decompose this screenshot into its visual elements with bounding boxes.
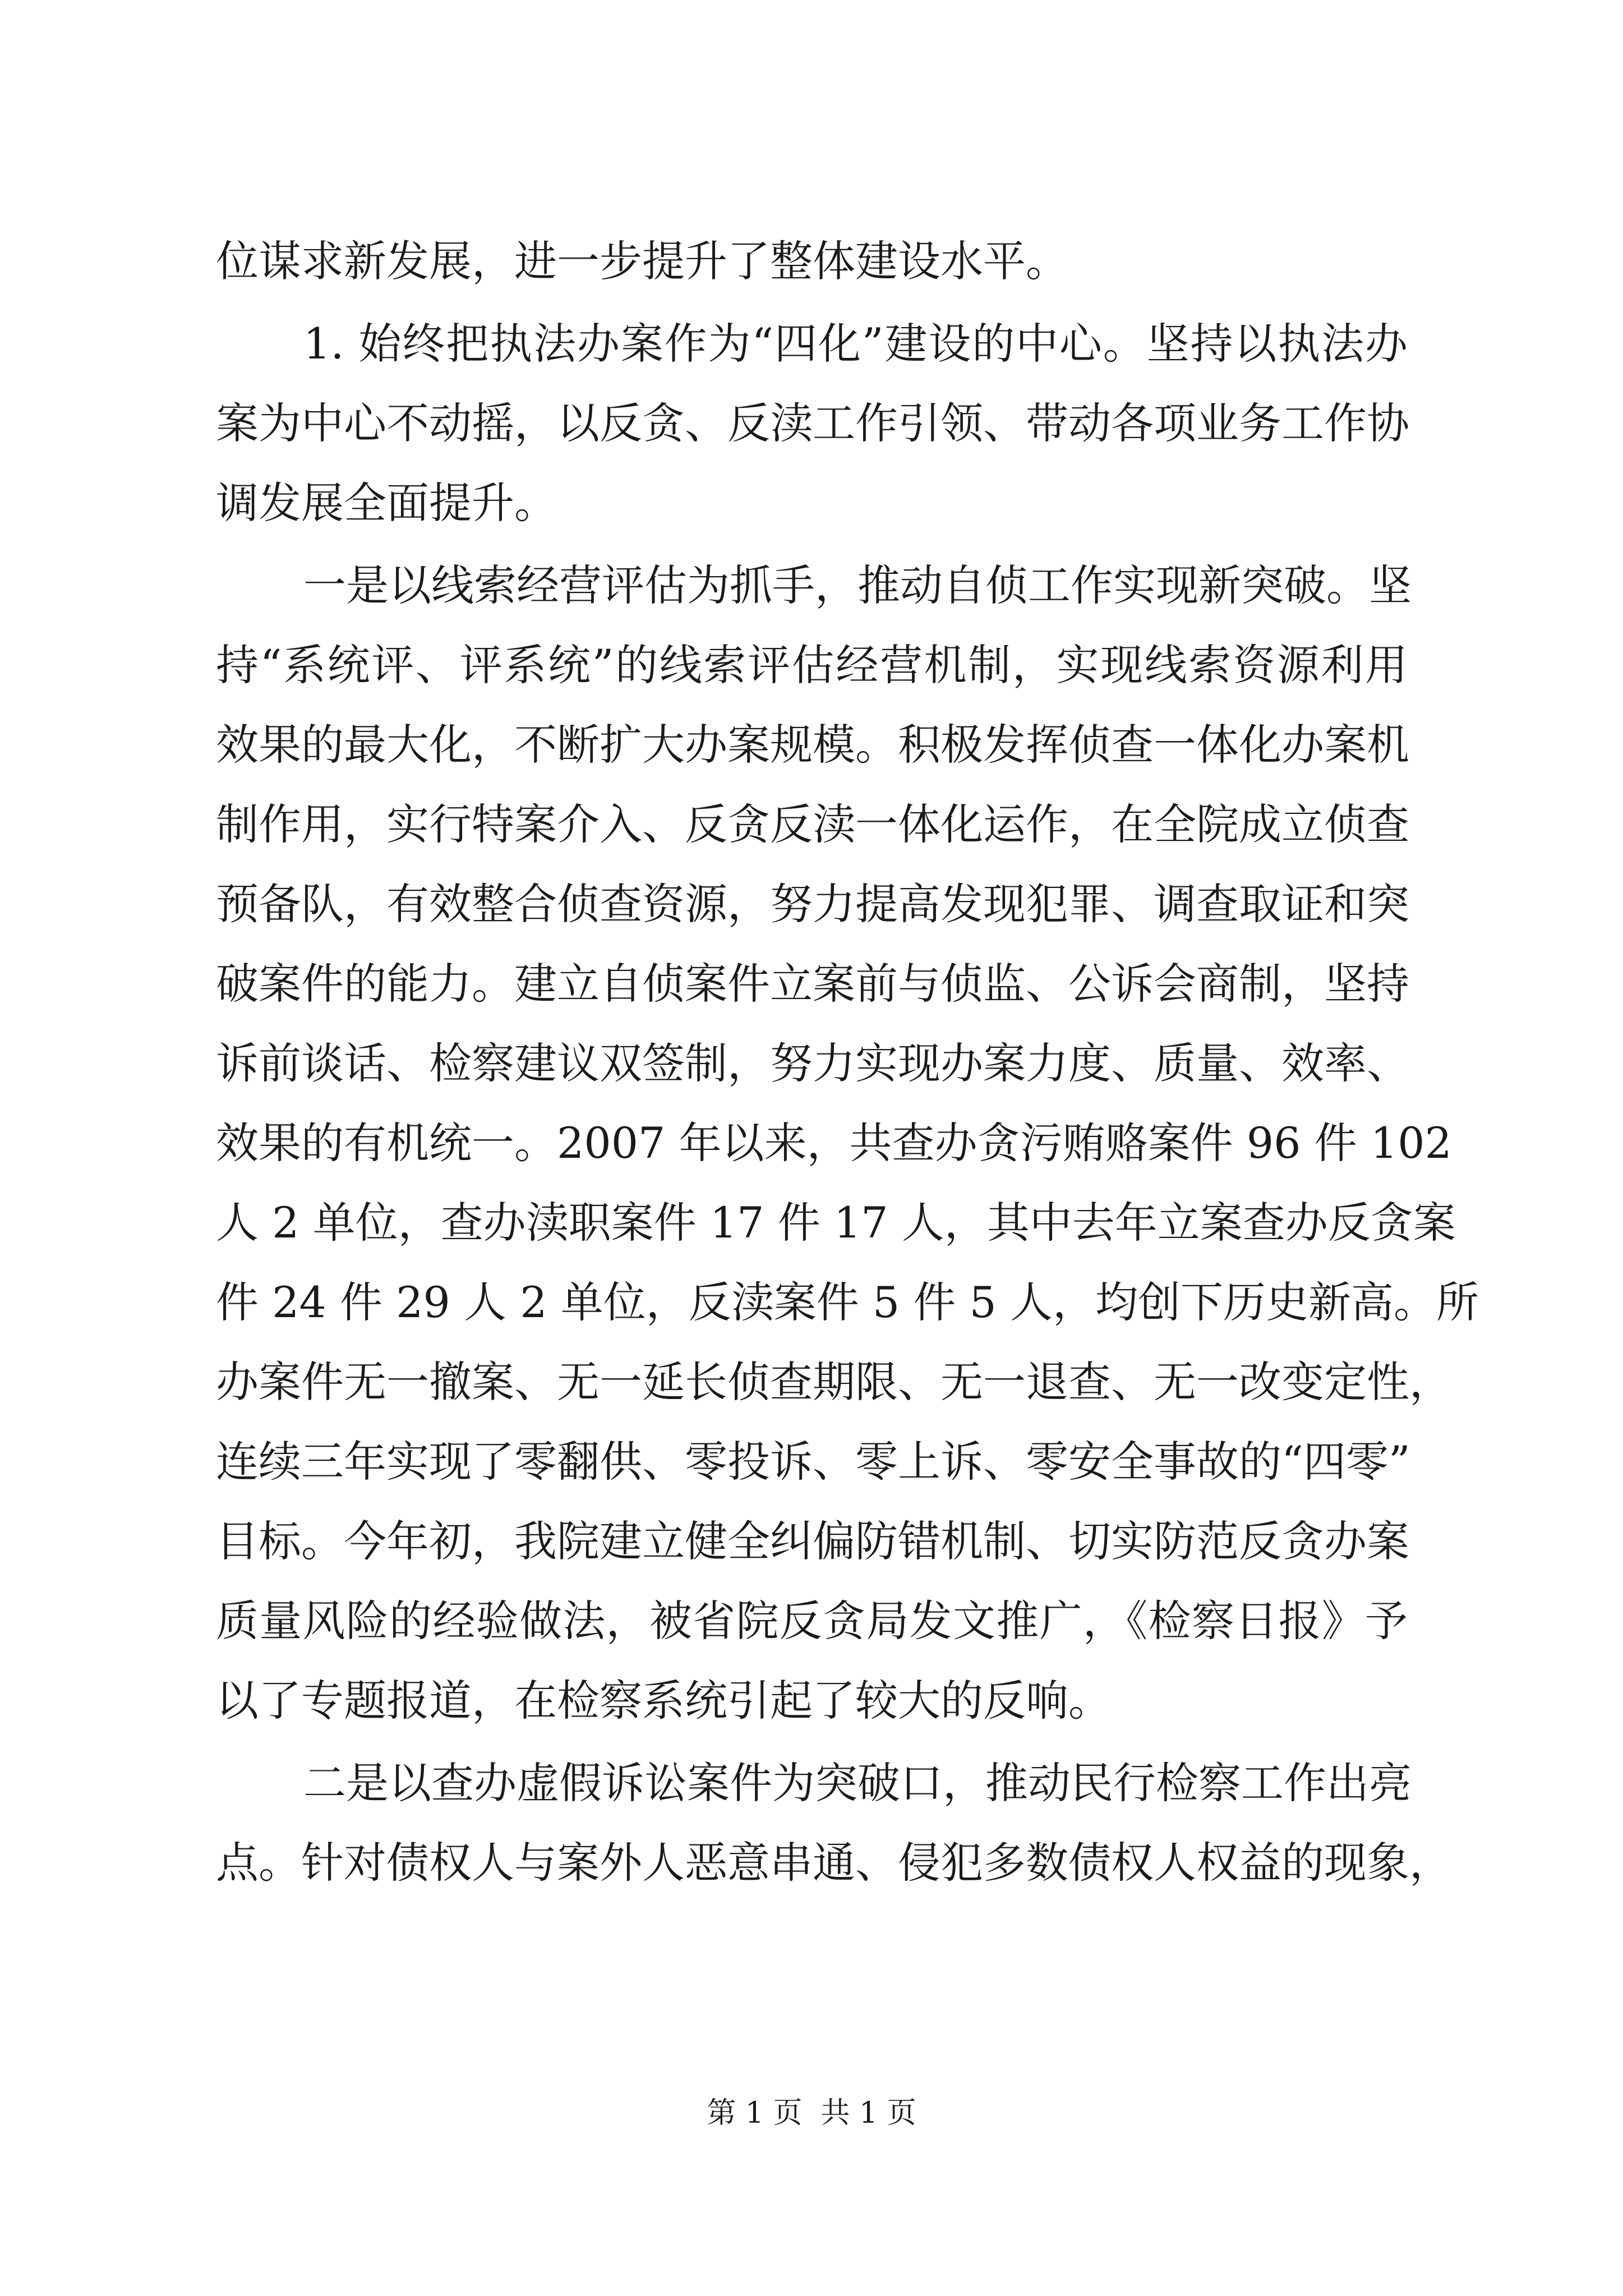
text-line: 件 24 件 29 人 2 单位，反渎案件 5 件 5 人，均创下历史新高。所: [216, 1277, 1479, 1327]
body-text: [216, 222, 1479, 1903]
text-line: 效果的最大化，不断扩大办案规模。积极发挥侦查一体化办案机: [216, 720, 1409, 770]
paragraph: [216, 1743, 1452, 1903]
text-line: 质量风险的经验做法，被省院反贪局发文推广，《检察日报》予: [216, 1596, 1408, 1646]
text-line: 以了专题报道，在检察系统引起了较大的反响。: [216, 1676, 1111, 1726]
text-line: 持“系统评、评系统”的线索评估经营机制，实现线索资源利用: [216, 640, 1408, 690]
paragraph: [216, 222, 1408, 301]
text-line: 办案件无一撤案、无一延长侦查期限、无一退查、无一改变定性，: [216, 1357, 1452, 1407]
text-line: 连续三年实现了零翻供、零投诉、零上诉、零安全事故的“四零”: [216, 1437, 1410, 1487]
text-line: 人 2 单位，查办渎职案件 17 件 17 人，其中去年立案查办反贪案: [216, 1198, 1456, 1248]
text-line: 预备队，有效整合侦查资源，努力提高发现犯罪、调查取证和突: [216, 879, 1409, 929]
text-line: 目标。今年初，我院建立健全纠偏防错机制、切实防范反贪办案: [216, 1516, 1409, 1566]
text-line: 效果的有机统一。2007 年以来，共查办贪污贿赂案件 96 件 102: [216, 1118, 1452, 1168]
text-line: 破案件的能力。建立自侦案件立案前与侦监、公诉会商制，坚持: [216, 959, 1409, 1009]
text-line: 案为中心不动摇，以反贪、反渎工作引领、带动各项业务工作协: [216, 398, 1409, 448]
text-line: 点。针对债权人与案外人恶意串通、侵犯多数债权人权益的现象，: [216, 1838, 1452, 1888]
page-footer: 第 1 页 共 1 页: [707, 2096, 916, 2130]
text-line: 位谋求新发展，进一步提升了整体建设水平。: [216, 236, 1068, 286]
text-line: 1. 始终把执法办案作为“四化”建设的中心。坚持以执法办: [303, 319, 1408, 369]
text-line: 调发展全面提升。: [216, 478, 557, 528]
paragraph: [216, 304, 1408, 543]
text-line: 一是以线索经营评估为抓手，推动自侦工作实现新突破。坚: [303, 560, 1412, 610]
text-line: 制作用，实行特案介入、反贪反渎一体化运作，在全院成立侦查: [216, 799, 1409, 849]
text-line: 诉前谈话、检察建议双签制，努力实现办案力度、质量、效率、: [216, 1038, 1409, 1088]
paragraph: [216, 546, 1479, 1741]
text-line: 二是以查办虚假诉讼案件为突破口，推动民行检察工作出亮: [303, 1758, 1412, 1808]
